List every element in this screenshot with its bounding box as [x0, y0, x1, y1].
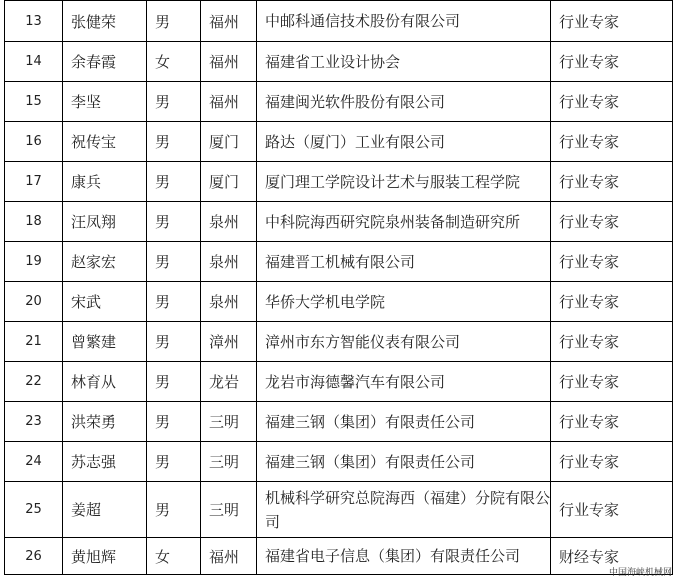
cell-role: 行业专家 [551, 402, 673, 442]
cell-name: 姜超 [63, 482, 147, 538]
cell-role: 行业专家 [551, 442, 673, 482]
table-row [5, 242, 673, 282]
cell-no: 23 [5, 402, 63, 442]
cell-no: 24 [5, 442, 63, 482]
cell-no: 19 [5, 242, 63, 282]
watermark: 中国海峡机械网 [608, 568, 672, 578]
cell-no: 21 [5, 322, 63, 362]
cell-city: 泉州 [201, 242, 257, 282]
cell-role: 行业专家 [551, 242, 673, 282]
cell-gender: 女 [147, 538, 201, 575]
cell-role: 行业专家 [551, 202, 673, 242]
cell-city: 龙岩 [201, 362, 257, 402]
cell-role: 行业专家 [551, 1, 673, 42]
cell-role: 行业专家 [551, 162, 673, 202]
cell-no: 26 [5, 538, 63, 575]
table-row [5, 1, 673, 42]
cell-no: 16 [5, 122, 63, 162]
cell-gender: 男 [147, 282, 201, 322]
cell-gender: 男 [147, 442, 201, 482]
cell-city: 厦门 [201, 122, 257, 162]
cell-role: 行业专家 [551, 82, 673, 122]
cell-name: 洪荣勇 [63, 402, 147, 442]
cell-org: 福建三钢（集团）有限责任公司 [257, 442, 551, 482]
cell-role: 财经专家 [551, 538, 673, 575]
cell-no: 17 [5, 162, 63, 202]
cell-gender: 男 [147, 242, 201, 282]
table-row [5, 362, 673, 402]
cell-no: 20 [5, 282, 63, 322]
cell-gender: 男 [147, 362, 201, 402]
cell-role: 行业专家 [551, 122, 673, 162]
cell-city: 泉州 [201, 282, 257, 322]
table-row [5, 442, 673, 482]
cell-gender: 男 [147, 202, 201, 242]
expert-table [4, 0, 673, 575]
table-row [5, 42, 673, 82]
cell-gender: 男 [147, 1, 201, 42]
cell-gender: 男 [147, 402, 201, 442]
cell-city: 三明 [201, 402, 257, 442]
cell-gender: 男 [147, 162, 201, 202]
cell-name: 祝传宝 [63, 122, 147, 162]
cell-city: 三明 [201, 482, 257, 538]
cell-gender: 男 [147, 122, 201, 162]
cell-org: 福建闽光软件股份有限公司 [257, 82, 551, 122]
cell-org: 漳州市东方智能仪表有限公司 [257, 322, 551, 362]
table-row [5, 482, 673, 538]
cell-city: 漳州 [201, 322, 257, 362]
cell-org: 龙岩市海德馨汽车有限公司 [257, 362, 551, 402]
table-row [5, 82, 673, 122]
cell-name: 宋武 [63, 282, 147, 322]
expert-table-body [5, 1, 673, 575]
cell-org: 中科院海西研究院泉州装备制造研究所 [257, 202, 551, 242]
cell-city: 泉州 [201, 202, 257, 242]
cell-name: 曾繁建 [63, 322, 147, 362]
cell-name: 李坚 [63, 82, 147, 122]
table-row [5, 162, 673, 202]
table-row [5, 282, 673, 322]
cell-name: 黄旭辉 [63, 538, 147, 575]
cell-name: 林育从 [63, 362, 147, 402]
cell-gender: 男 [147, 82, 201, 122]
cell-role: 行业专家 [551, 322, 673, 362]
cell-org: 福建晋工机械有限公司 [257, 242, 551, 282]
table-row [5, 402, 673, 442]
table-row [5, 202, 673, 242]
cell-city: 三明 [201, 442, 257, 482]
cell-city: 福州 [201, 42, 257, 82]
cell-org: 路达（厦门）工业有限公司 [257, 122, 551, 162]
cell-name: 康兵 [63, 162, 147, 202]
cell-role: 行业专家 [551, 42, 673, 82]
cell-no: 22 [5, 362, 63, 402]
cell-name: 苏志强 [63, 442, 147, 482]
table-row [5, 322, 673, 362]
cell-org: 厦门理工学院设计艺术与服装工程学院 [257, 162, 551, 202]
cell-role: 行业专家 [551, 482, 673, 538]
table-row [5, 538, 673, 575]
cell-name: 赵家宏 [63, 242, 147, 282]
cell-org: 中邮科通信技术股份有限公司 [257, 1, 551, 42]
cell-name: 余春霞 [63, 42, 147, 82]
cell-city: 福州 [201, 82, 257, 122]
cell-org: 福建省工业设计协会 [257, 42, 551, 82]
cell-gender: 男 [147, 482, 201, 538]
cell-no: 25 [5, 482, 63, 538]
cell-no: 13 [5, 1, 63, 42]
cell-org: 华侨大学机电学院 [257, 282, 551, 322]
cell-no: 14 [5, 42, 63, 82]
cell-city: 福州 [201, 538, 257, 575]
table-row [5, 122, 673, 162]
cell-gender: 女 [147, 42, 201, 82]
cell-role: 行业专家 [551, 282, 673, 322]
cell-no: 18 [5, 202, 63, 242]
cell-city: 厦门 [201, 162, 257, 202]
cell-name: 汪凤翔 [63, 202, 147, 242]
cell-name: 张健荣 [63, 1, 147, 42]
cell-org: 福建省电子信息（集团）有限责任公司 [257, 538, 551, 575]
cell-city: 福州 [201, 1, 257, 42]
cell-role: 行业专家 [551, 362, 673, 402]
cell-gender: 男 [147, 322, 201, 362]
cell-org: 机械科学研究总院海西（福建）分院有限公司 [257, 482, 551, 538]
cell-no: 15 [5, 82, 63, 122]
cell-org: 福建三钢（集团）有限责任公司 [257, 402, 551, 442]
